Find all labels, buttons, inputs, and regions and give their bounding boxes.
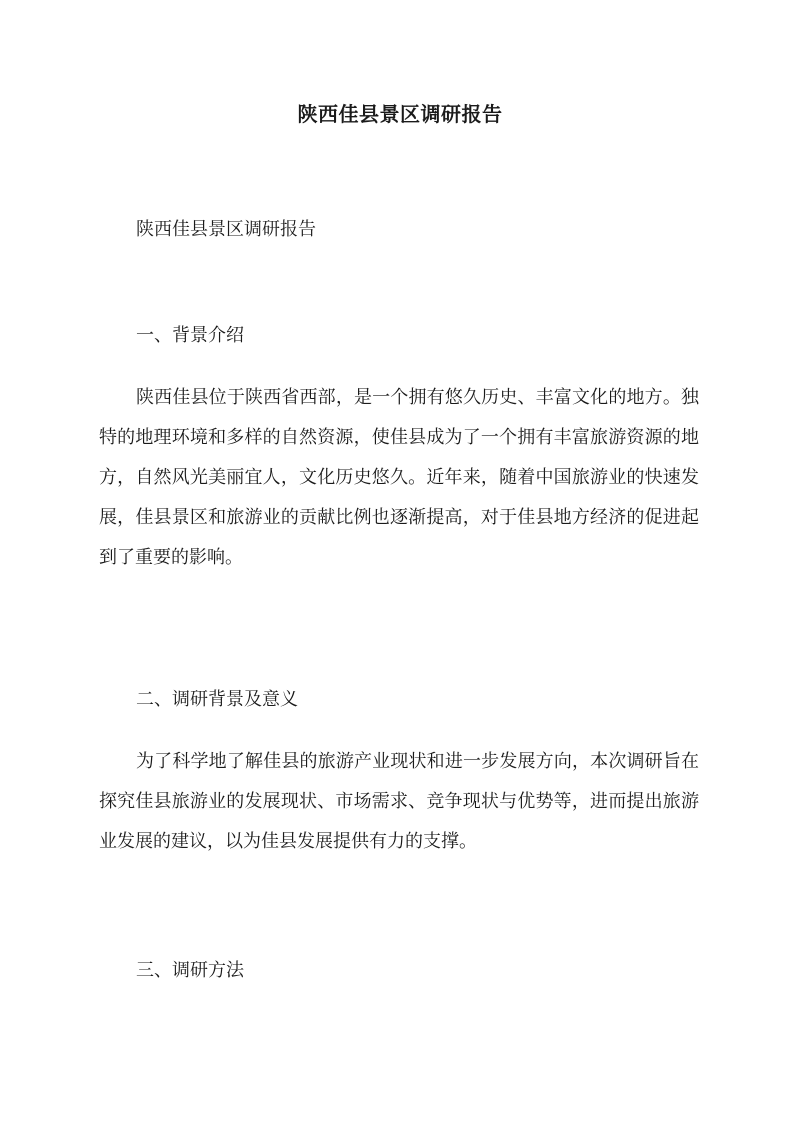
document-title: 陕西佳县景区调研报告 — [297, 102, 503, 126]
section-body-research-significance: 为了科学地了解佳县的旅游产业现状和进一步发展方向，本次调研旨在探究佳县旅游业的发展现状、市场需求、竞争现状与优势等，进而提出旅游业发展的建议，以为佳县发展提供有力的支撑。 — [99, 751, 699, 852]
section-body-background: 陕西佳县位于陕西省西部，是一个拥有悠久历史、丰富文化的地方。独特的地理环境和多样的自然资源，使佳县成为了一个拥有丰富旅游资源的地方，自然风光美丽宜人，文化历史悠久。近年来，随着中国旅游业的快速发展，佳县景区和旅游业的贡献比例也逐渐提高，对于佳县地方经济的促进起到了重要的影响。 — [99, 387, 699, 568]
document-subtitle: 陕西佳县景区调研报告 — [136, 219, 316, 240]
section-heading-background: 一、背景介绍 — [136, 325, 244, 346]
section-heading-research-method: 三、调研方法 — [136, 960, 244, 981]
section-heading-research-significance: 二、调研背景及意义 — [136, 689, 298, 710]
